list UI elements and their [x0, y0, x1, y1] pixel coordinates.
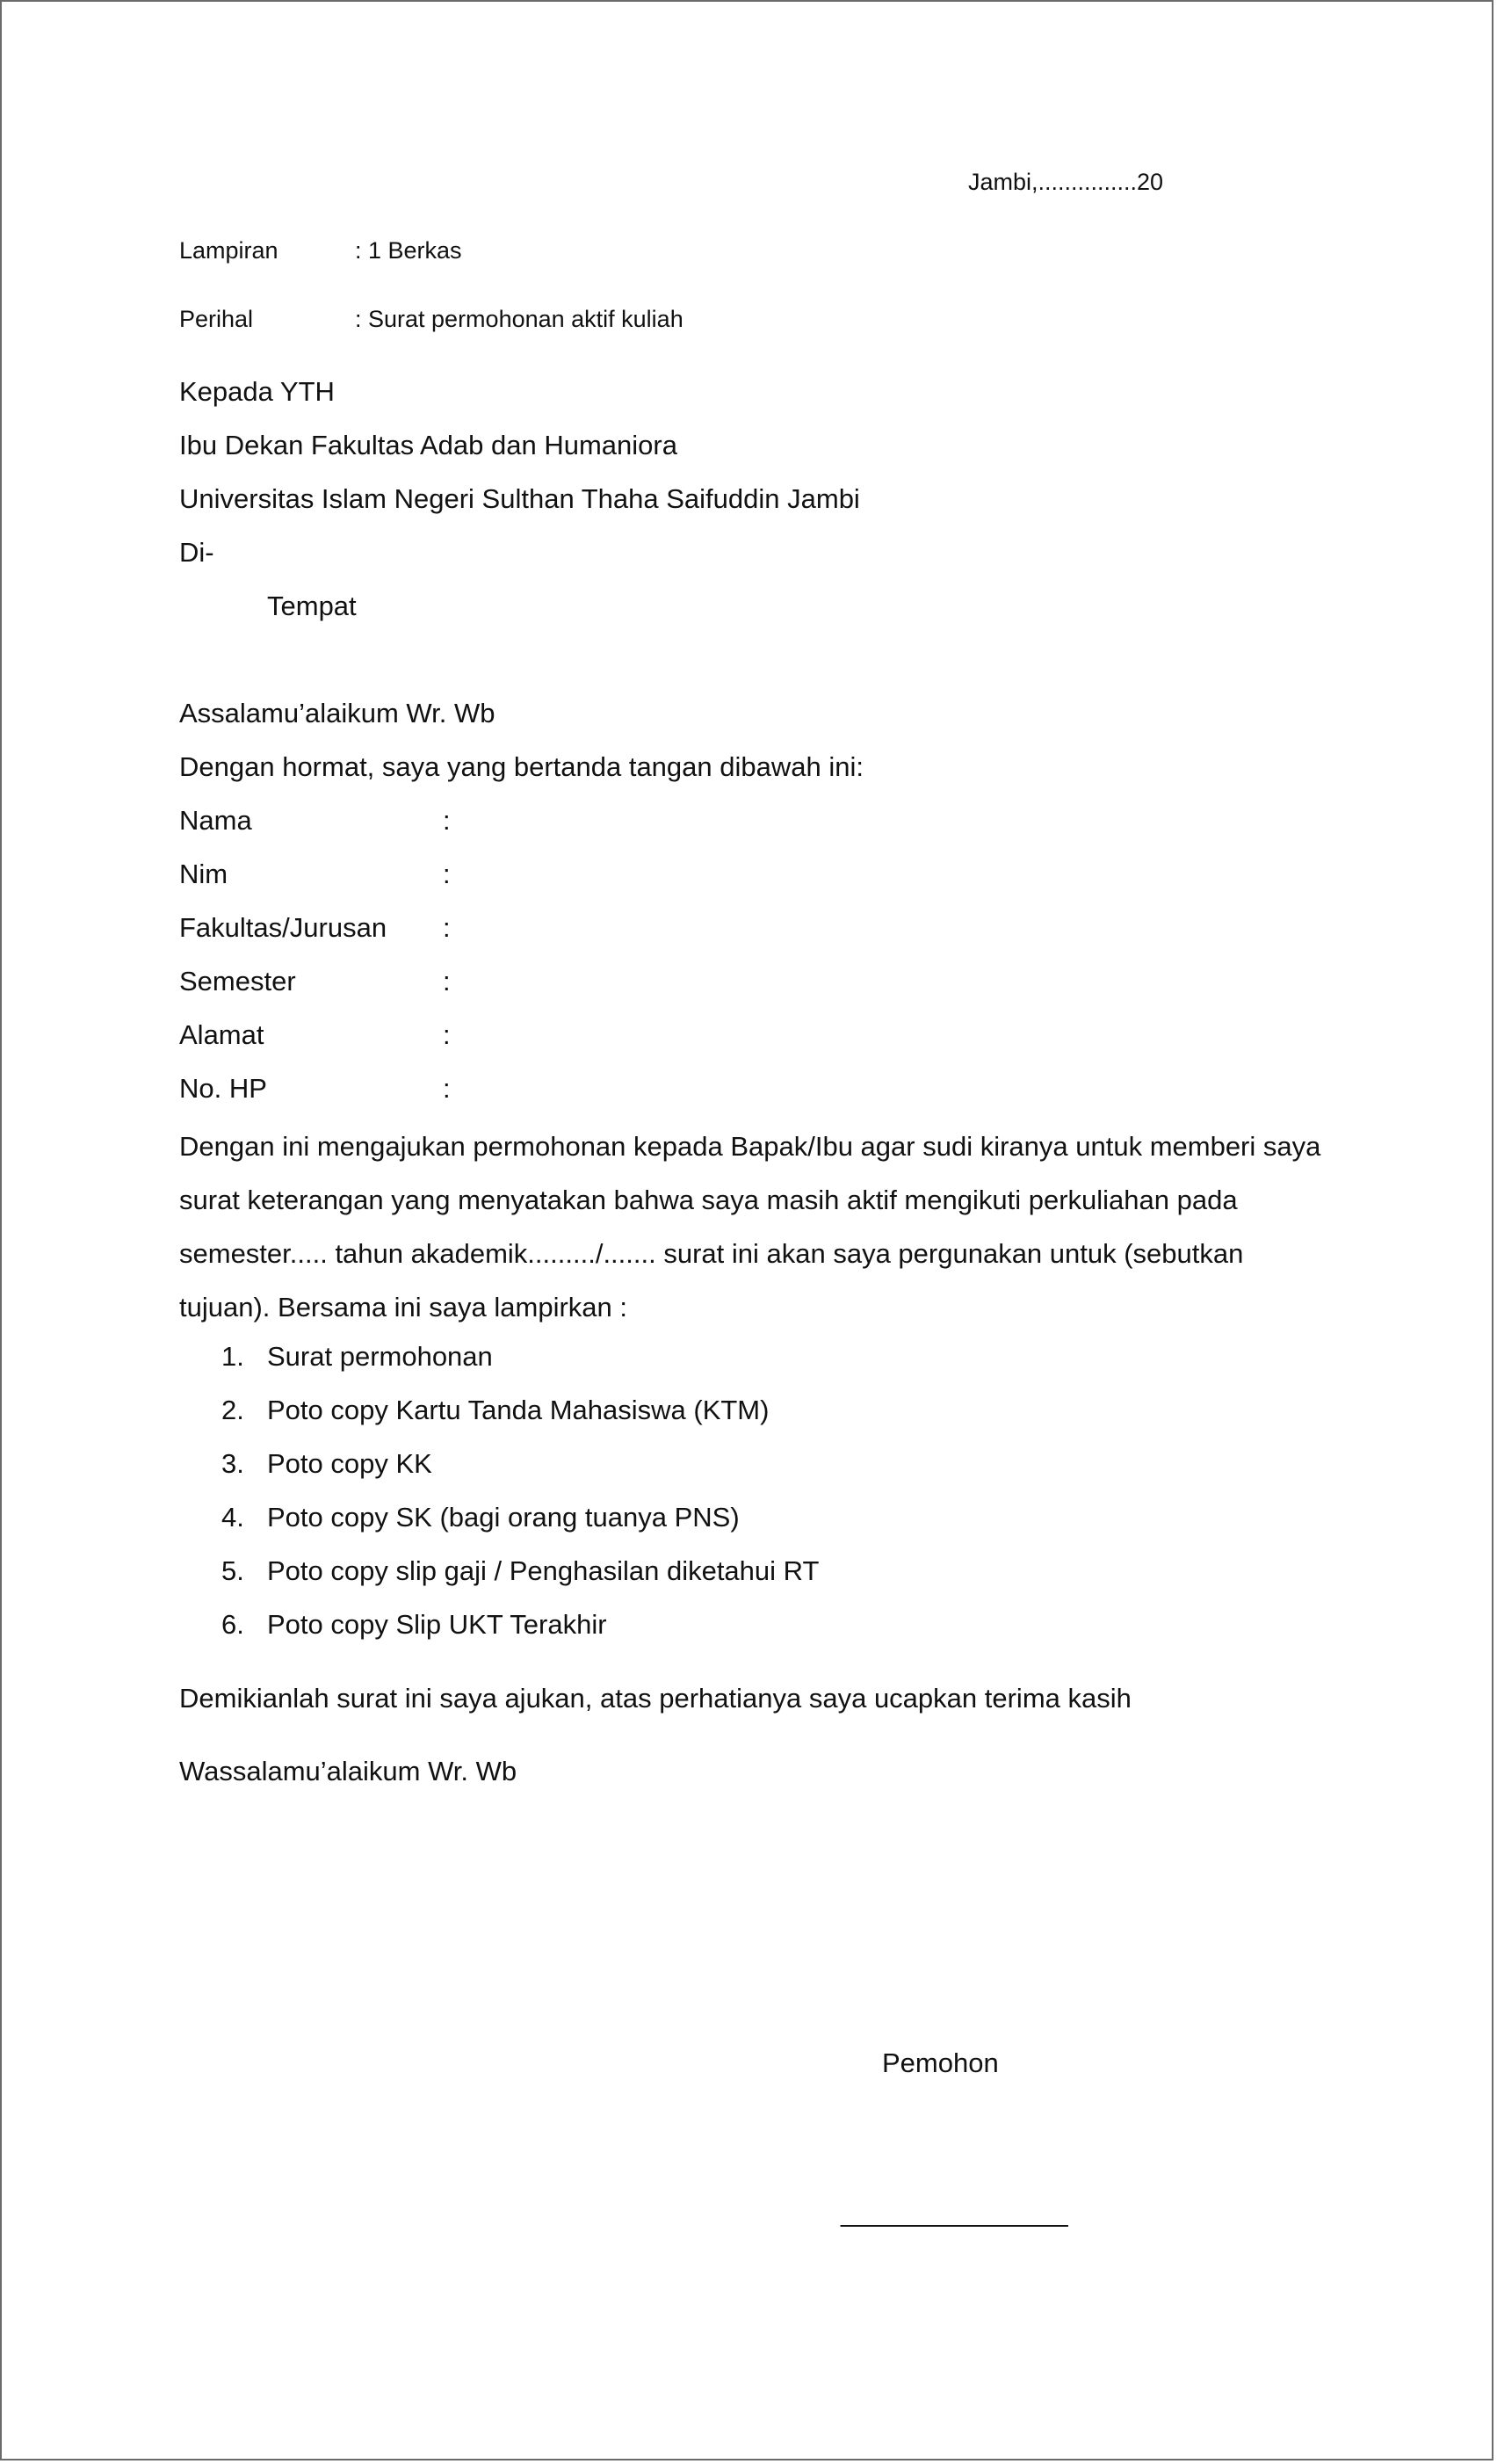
recipient-line-1: Kepada YTH: [179, 376, 335, 407]
signatory-label: Pemohon: [882, 2047, 999, 2078]
body-paragraph: Dengan ini mengajukan permohonan kepada Bapak/Ibu agar sudi kiranya untuk memberi saya surat keterangan yang menyatakan bahwa saya masih aktif mengikuti perkuliahan pada semester..... tahun akademik........./....... surat ini akan saya pergunakan untuk (sebutkan tujuan). Bersama ini saya lampirkan :: [179, 1131, 1321, 1323]
list-item: Poto copy KK: [267, 1448, 432, 1479]
list-item: Poto copy Slip UKT Terakhir: [267, 1609, 607, 1640]
recipient-line-5: Tempat: [267, 591, 357, 621]
subject-label: Perihal: [179, 306, 254, 332]
field-label-nama: Nama: [179, 805, 252, 836]
attachment-value: : 1 Berkas: [355, 237, 462, 264]
place-date: Jambi,...............20: [968, 169, 1164, 195]
intro-text: Dengan hormat, saya yang bertanda tangan dibawah ini:: [179, 751, 864, 782]
field-label-nim: Nim: [179, 859, 228, 889]
field-label-semester: Semester: [179, 966, 296, 996]
greeting: Assalamu’alaikum Wr. Wb: [179, 698, 495, 728]
list-number: 2.: [221, 1395, 244, 1425]
recipient-line-3: Universitas Islam Negeri Sulthan Thaha Saifuddin Jambi: [179, 483, 860, 514]
closing-text: Demikianlah surat ini saya ajukan, atas perhatianya saya ucapkan terima kasih: [179, 1683, 1132, 1714]
field-colon: :: [443, 859, 451, 889]
field-colon: :: [443, 912, 451, 943]
signature-line: _______________: [841, 2197, 1068, 2228]
field-label-alamat: Alamat: [179, 1019, 264, 1050]
field-label-no-hp: No. HP: [179, 1073, 267, 1104]
subject-value: : Surat permohonan aktif kuliah: [355, 306, 683, 332]
field-colon: :: [443, 1073, 451, 1104]
field-colon: :: [443, 1019, 451, 1050]
field-label-fakultas: Fakultas/Jurusan: [179, 912, 387, 943]
field-colon: :: [443, 805, 451, 836]
list-number: 5.: [221, 1555, 244, 1586]
list-item: Surat permohonan: [267, 1341, 493, 1372]
list-number: 1.: [221, 1341, 244, 1372]
list-number: 4.: [221, 1502, 244, 1533]
recipient-line-4: Di-: [179, 537, 214, 568]
list-item: Poto copy slip gaji / Penghasilan diketahui RT: [267, 1555, 820, 1586]
farewell: Wassalamu’alaikum Wr. Wb: [179, 1756, 517, 1786]
field-colon: :: [443, 966, 451, 996]
list-number: 3.: [221, 1448, 244, 1479]
list-number: 6.: [221, 1609, 244, 1640]
list-item: Poto copy SK (bagi orang tuanya PNS): [267, 1502, 740, 1533]
list-item: Poto copy Kartu Tanda Mahasiswa (KTM): [267, 1395, 770, 1425]
recipient-line-2: Ibu Dekan Fakultas Adab dan Humaniora: [179, 430, 677, 460]
attachment-label: Lampiran: [179, 237, 278, 264]
